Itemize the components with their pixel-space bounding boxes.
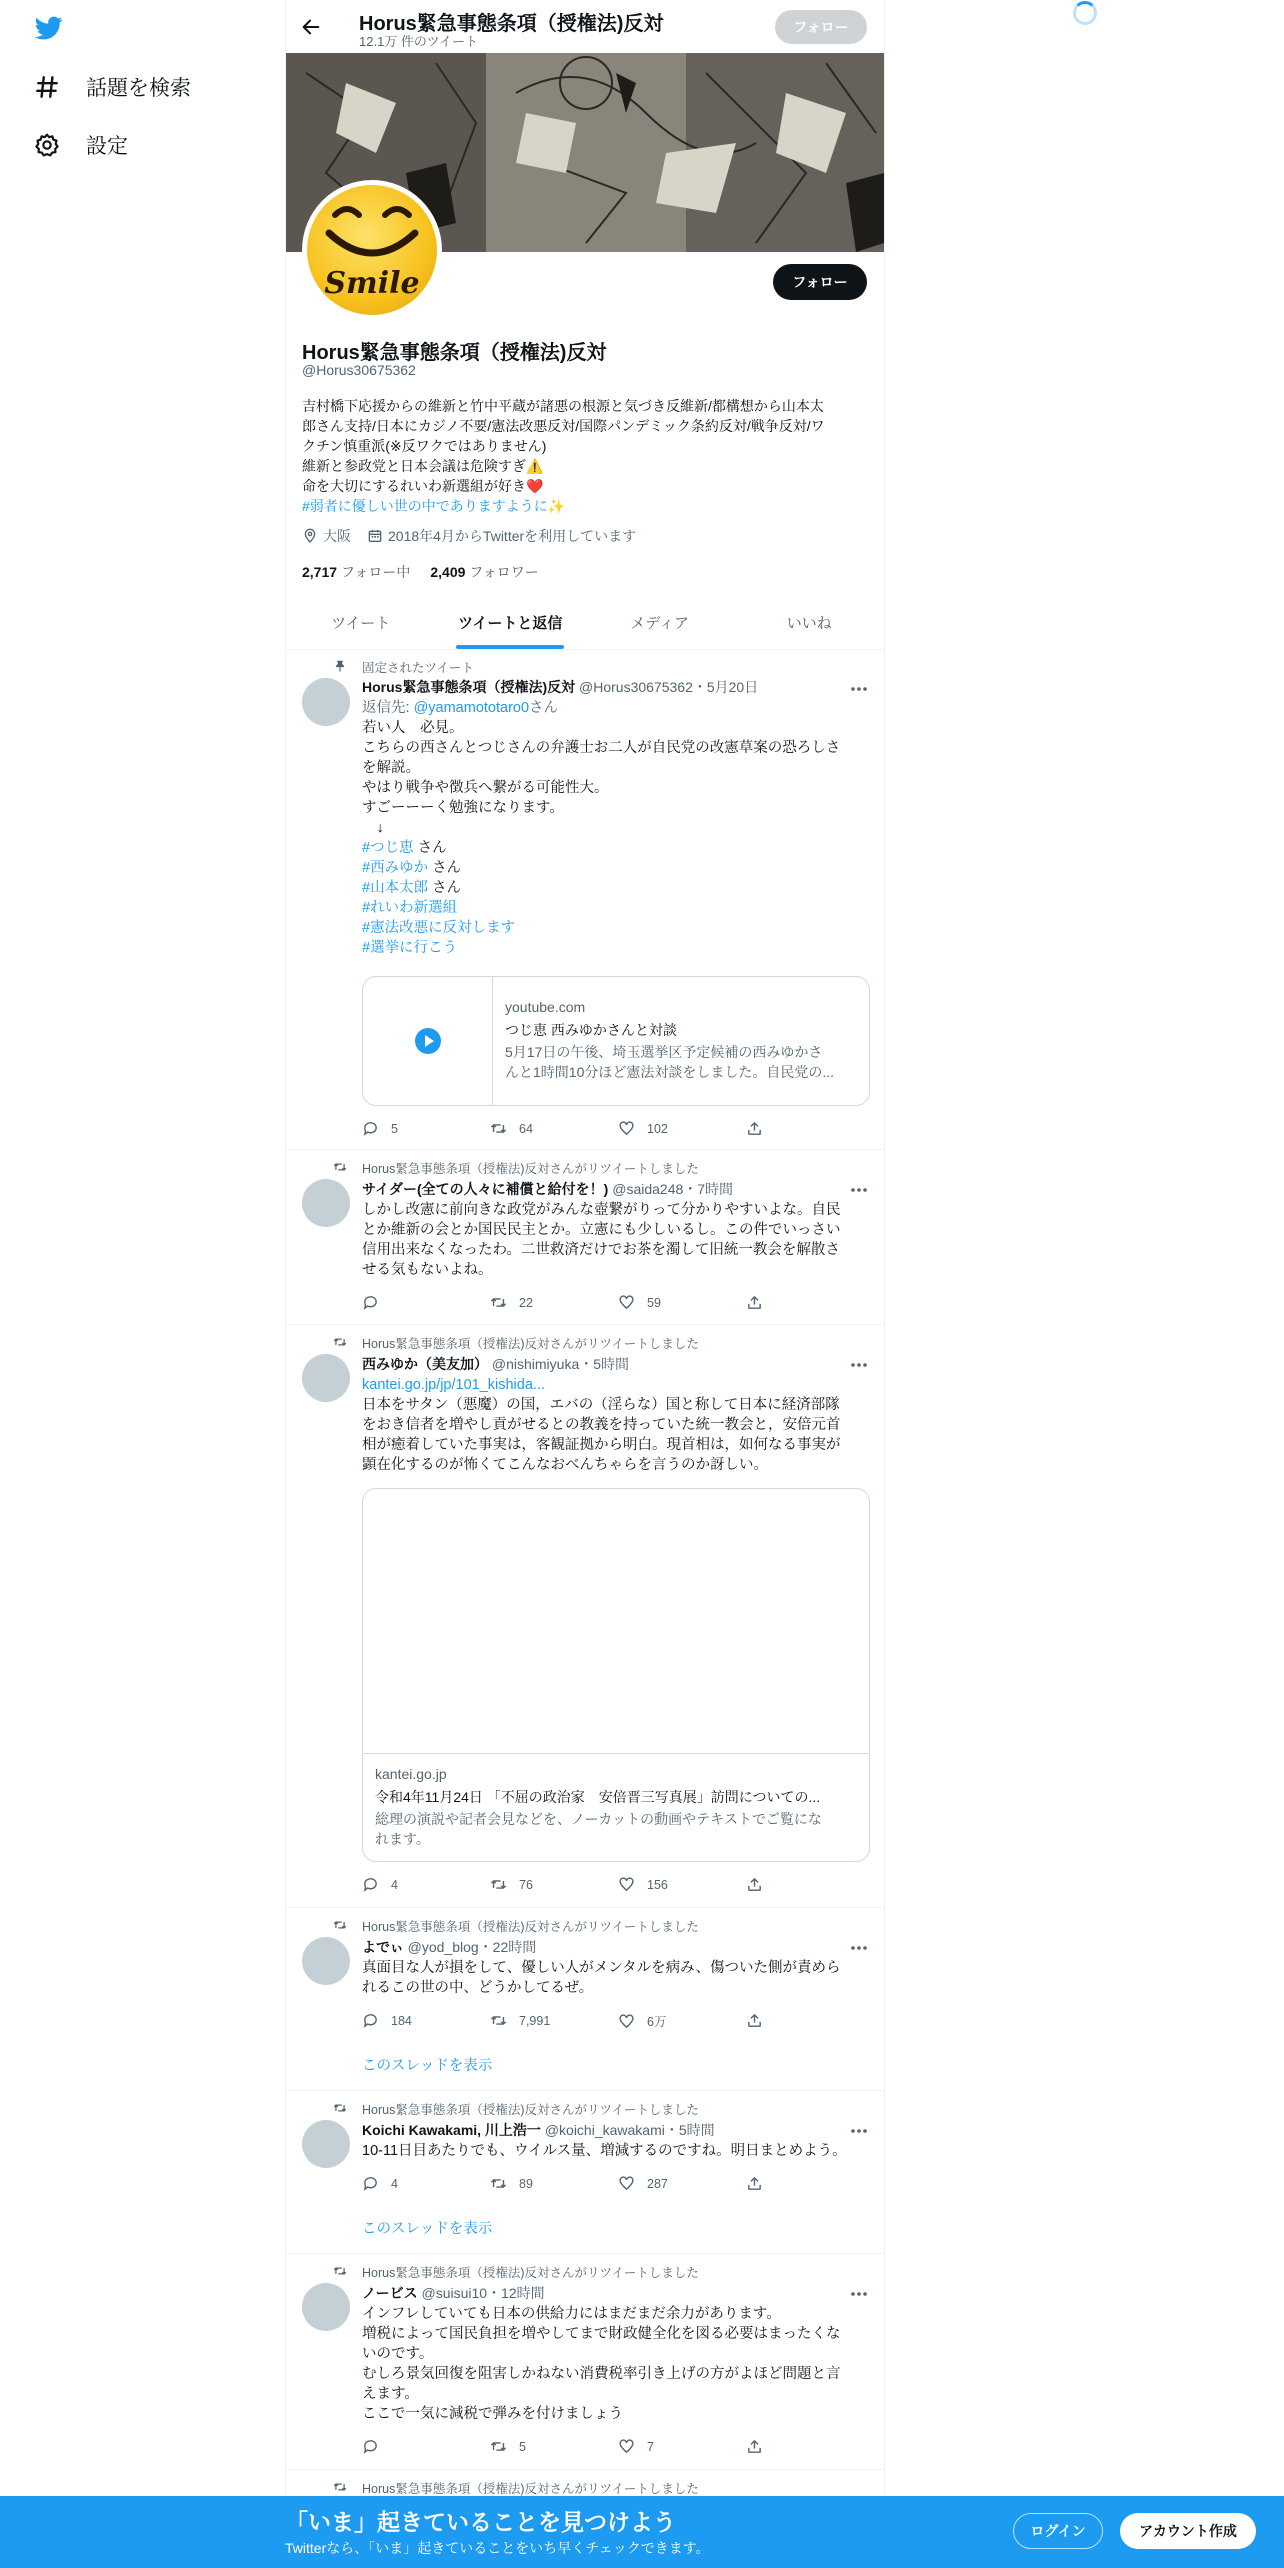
share-button[interactable] (746, 2012, 763, 2029)
show-thread-link[interactable]: このスレッドを表示 (362, 2221, 493, 2237)
tab-likes[interactable] (735, 600, 885, 649)
tweet-context: Horus緊急事態条項（授権法)反対さんがリツイートしました (362, 2103, 699, 2117)
tab-tweets-and-replies[interactable] (436, 600, 586, 649)
like-count: 102 (647, 1121, 668, 1136)
tweet-actions (362, 2175, 802, 2193)
profile-name: Horus緊急事態条項（授権法)反対 (302, 342, 607, 364)
retweet-count: 89 (519, 2176, 533, 2191)
share-icon (746, 2438, 763, 2455)
tweet-retweeted[interactable] (286, 1325, 884, 1908)
heart-icon (618, 2438, 635, 2455)
tweet-actions (362, 2438, 802, 2456)
tweet-line: えます。 (362, 2386, 419, 2402)
retweet-button[interactable] (490, 1120, 533, 1137)
reply-icon (362, 2175, 379, 2192)
bio-line: 吉村橋下応援からの維新と竹中平蔵が諸悪の根源と気づき反維新/都構想から山本太 (302, 398, 824, 414)
hashtag-link[interactable]: #選挙に行こう (362, 940, 458, 956)
link-card-kantei[interactable] (362, 1488, 870, 1862)
author-name[interactable]: Koichi Kawakami, 川上浩一 (362, 2122, 541, 2138)
smiley-face-icon (307, 185, 437, 315)
more-options-icon[interactable] (850, 2291, 868, 2297)
profile-location (302, 526, 351, 546)
reply-icon (362, 1294, 379, 1311)
retweet-count: 22 (519, 1295, 533, 1310)
share-icon (746, 1120, 763, 1137)
card-title: つじ恵 西みゆかさんと対談 (505, 1022, 677, 1038)
card-domain: kantei.go.jp (375, 1766, 447, 1782)
reply-icon (362, 2012, 379, 2029)
reply-to-handle[interactable]: @yamamototaro0 (413, 700, 530, 716)
reply-count: 184 (391, 2013, 412, 2028)
followers-link[interactable] (430, 562, 538, 582)
tweet-line: やはり戦争や徴兵へ繋がる可能性大。 (362, 780, 609, 796)
bio-hashtag-link[interactable]: #弱者に優しい世の中でありますように✨ (302, 498, 566, 514)
tweet-line: 10-11日目あたりでも、ウイルス量、増減するのですね。明日まとめよう。 (362, 2143, 847, 2159)
nav-settings-label: 設定 (86, 135, 128, 158)
followers-label: フォロワー (469, 564, 539, 580)
profile-avatar[interactable] (302, 180, 442, 320)
reply-count: 4 (391, 1877, 398, 1892)
more-options-icon[interactable] (850, 1362, 868, 1368)
tweet-actions (362, 1120, 802, 1138)
hashtag-link[interactable]: #山本太郎 (362, 880, 429, 896)
header-tweet-count: 12.1万 件のツイート (359, 34, 479, 49)
retweet-context-icon (333, 2101, 347, 2115)
hashtag-suffix: さん (428, 880, 462, 896)
loading-spinner (1073, 1, 1097, 25)
profile-bio (302, 396, 872, 516)
signup-button[interactable]: アカウント作成 (1120, 2513, 1256, 2549)
tweet-line: 信用出来なくなったわ。二世救済だけでお茶を濁して旧統一教会を解散さ (362, 1242, 840, 1258)
active-tab-indicator (456, 645, 564, 649)
retweet-button[interactable] (490, 2175, 533, 2192)
bio-line: クチン慎重派(※反ワクではありません) (302, 438, 547, 454)
following-count: 2,717 (302, 564, 338, 580)
like-count: 6万 (647, 2015, 667, 2029)
back-arrow-icon[interactable] (300, 16, 322, 38)
like-button[interactable] (618, 2012, 666, 2030)
retweet-context-icon (333, 2264, 347, 2278)
hashtag-suffix: さん (413, 840, 447, 856)
following-link[interactable] (302, 562, 410, 582)
retweet-icon (490, 1120, 507, 1137)
tweet-actions (362, 2012, 802, 2030)
hashtag-line (362, 838, 872, 858)
hashtag-link[interactable]: #れいわ新選組 (362, 900, 458, 916)
tweet-line: とか維新の会とか国民民主とか。立憲にも少しいるし。この件でいっさい (362, 1222, 841, 1238)
retweet-icon (490, 2175, 507, 2192)
author-name[interactable]: よでぃ (362, 1939, 404, 1955)
reply-to-prefix: 返信先: (362, 700, 414, 716)
tweet-text (362, 2141, 872, 2161)
retweet-context-icon (333, 1918, 347, 1932)
heart-icon (618, 2013, 635, 2030)
hashtag-link[interactable]: #つじ恵 (362, 840, 414, 856)
hashtag-line (362, 938, 872, 958)
tweet-context: Horus緊急事態条項（授権法)反対さんがリツイートしました (362, 2482, 699, 2496)
followers-count: 2,409 (430, 564, 466, 580)
tweet-header (362, 2283, 545, 2303)
reply-icon (362, 1876, 379, 1893)
smile-avatar-image (307, 185, 437, 315)
tweet-line: むしろ景気回復を阻害しかねない消費税率引き上げの方がよほど問題と言 (362, 2366, 841, 2382)
share-button[interactable] (746, 2175, 763, 2192)
share-button[interactable] (746, 2438, 763, 2455)
tweet-header (362, 1937, 536, 1957)
heart-icon (618, 2175, 635, 2192)
retweet-count: 5 (519, 2439, 526, 2454)
gear-icon (34, 132, 60, 158)
share-button[interactable] (746, 1876, 763, 1893)
avatar[interactable] (302, 1179, 350, 1227)
nav-explore[interactable] (34, 72, 191, 102)
retweet-icon (490, 2438, 507, 2455)
tweet-header (362, 1354, 629, 1374)
author-meta[interactable]: @suisui10・12時間 (421, 2285, 545, 2301)
tab-tweets[interactable] (286, 600, 436, 649)
tweet-actions (362, 1876, 802, 1894)
tweet-line: れるこの世の中、どうかしてるぜ。 (362, 1980, 594, 1996)
play-icon (414, 1027, 442, 1055)
card-description: れます。 (375, 1831, 430, 1847)
location-text: 大阪 (323, 528, 351, 544)
bio-line: 郎さん支持/日本にカジノ不要/憲法改悪反対/国際パンデミック条約反対/戦争反対/ワ (302, 418, 825, 434)
share-icon (746, 2175, 763, 2192)
tweet-line: 真面目な人が損をして、優しい人がメンタルを病み、傷ついた側が責めら (362, 1960, 841, 1976)
tweet-line: すごーーーく勉強になります。 (362, 800, 564, 816)
nav-settings[interactable] (34, 130, 128, 160)
link-card-youtube[interactable] (362, 976, 870, 1106)
share-button[interactable] (746, 1120, 763, 1137)
nav-explore-label: 話題を検索 (86, 77, 191, 100)
twitter-logo-icon[interactable] (34, 14, 64, 42)
tweet-header (362, 677, 758, 697)
reply-button[interactable] (362, 2012, 412, 2029)
following-label: フォロー中 (341, 564, 411, 580)
hashtag-line (362, 878, 872, 898)
retweet-count: 64 (519, 1121, 533, 1136)
tab-label: ツイート (331, 615, 391, 632)
retweet-button[interactable] (490, 1876, 533, 1893)
tweet-line: 若い人 必見。 (362, 720, 464, 736)
reply-icon (362, 2438, 379, 2455)
hashtag-line (362, 918, 872, 938)
tweet-retweeted[interactable] (286, 2254, 884, 2470)
author-meta[interactable]: @koichi_kawakami・5時間 (544, 2122, 715, 2138)
hashtag-link[interactable]: #西みゆか (362, 860, 429, 876)
like-count: 287 (647, 2176, 668, 2191)
card-description: 総理の演説や記者会見などを、ノーカットの動画やテキストでご覧にな (375, 1811, 822, 1827)
tweet-header (362, 2120, 715, 2140)
header-title: Horus緊急事態条項（授権法)反対 (359, 13, 664, 35)
login-prompt-title: 「いま」起きていることを見つけよう (285, 2509, 676, 2535)
bio-line: 維新と参政党と日本会議は危険すぎ⚠️ (302, 458, 544, 474)
retweet-context-icon (333, 1335, 347, 1349)
author-meta[interactable]: @Horus30675362・5月20日 (579, 679, 759, 695)
reply-button[interactable] (362, 1120, 398, 1137)
reply-button[interactable] (362, 1876, 398, 1893)
hashtag-link[interactable]: #憲法改悪に反対します (362, 920, 516, 936)
tweet-line: ここで一気に減税で弾みを付けましょう (362, 2406, 623, 2422)
profile-header-bar (286, 0, 884, 53)
follow-button[interactable]: フォロー (773, 264, 867, 300)
share-icon (746, 1294, 763, 1311)
follow-stats (302, 562, 539, 582)
reply-to (362, 698, 872, 718)
login-button[interactable]: ログイン (1013, 2513, 1103, 2549)
author-meta[interactable]: @nishimiyuka・5時間 (491, 1356, 630, 1372)
retweet-context-icon (333, 2480, 347, 2494)
tweet-context: Horus緊急事態条項（授権法)反対さんがリツイートしました (362, 1162, 699, 1176)
tweet-context: 固定されたツイート (362, 661, 474, 675)
retweet-count: 7,991 (519, 2013, 551, 2028)
hashtag-line (362, 898, 872, 918)
reply-to-suffix: さん (529, 700, 559, 716)
retweet-button[interactable] (490, 1294, 533, 1311)
avatar-logo-text: Smile (324, 266, 420, 301)
login-prompt-bar (0, 2496, 1284, 2568)
tweet-retweeted[interactable] (286, 2091, 884, 2254)
tweet-line: しかし改憲に前向きな政党がみんな壺繋がりって分かりやすいよな。自民 (362, 1202, 841, 1218)
location-pin-icon (302, 528, 318, 544)
reply-button[interactable] (362, 1294, 391, 1311)
tab-label: ツイートと返信 (458, 615, 563, 632)
like-count: 7 (647, 2439, 654, 2454)
share-icon (746, 2012, 763, 2029)
tweet-line: 顕在化するのが怖くてこんなおべんちゃらを言うのか訝しい。 (362, 1457, 768, 1473)
heart-icon (618, 1294, 635, 1311)
tweet-line: 日本をサタン（悪魔）の国，エバの（淫らな）国と称して日本に経済部隊 (362, 1397, 840, 1413)
tweet-line: こちらの西さんとつじさんの弁護士お二人が自民党の改憲草案の恐ろしさ (362, 740, 841, 756)
profile-meta (302, 526, 636, 546)
like-button[interactable] (618, 1120, 668, 1137)
tweet-pinned[interactable] (286, 650, 884, 1150)
tweet-line: せる気もないよね。 (362, 1262, 493, 1278)
reply-button[interactable] (362, 2175, 398, 2192)
tab-label: メディア (630, 615, 690, 632)
card-description: 5月17日の午後、埼玉選挙区予定候補の西みゆかさ (505, 1044, 823, 1060)
login-prompt-subtitle: Twitterなら、「いま」起きていることをいち早くチェックできます。 (285, 2540, 710, 2556)
tweet-text (362, 2304, 872, 2424)
like-button[interactable] (618, 2175, 668, 2192)
profile-tabs (286, 600, 884, 650)
main-column (285, 0, 885, 2568)
tweet-line: 相が癒着していた事実は，客観証拠から明白。現首相は，如何なる事実が (362, 1437, 841, 1453)
author-name[interactable]: サイダー(全ての人々に補償と給付を！) (362, 1181, 609, 1197)
tweet-context: Horus緊急事態条項（授権法)反対さんがリツイートしました (362, 1337, 699, 1351)
retweet-count: 76 (519, 1877, 533, 1892)
tweet-context: Horus緊急事態条項（授権法)反対さんがリツイートしました (362, 1920, 699, 1934)
tweet-retweeted[interactable] (286, 1150, 884, 1325)
reply-button[interactable] (362, 2438, 391, 2455)
like-button[interactable] (618, 2438, 654, 2455)
author-name[interactable]: Horus緊急事態条項（授権法)反対 (362, 679, 576, 695)
tweet-line: 増税によって国民負担を増やしてまで財政健全化を図る必要はまったくな (362, 2326, 841, 2342)
share-button[interactable] (746, 1294, 763, 1311)
avatar[interactable] (302, 2283, 350, 2331)
avatar[interactable] (302, 678, 350, 726)
card-title: 令和4年11月24日 「不屈の政治家 安倍晋三写真展」訪問についての... (375, 1789, 821, 1805)
like-button[interactable] (618, 1294, 661, 1311)
tweet-actions (362, 1294, 802, 1312)
retweet-icon (490, 1294, 507, 1311)
tweet-line: を解説。 (362, 760, 420, 776)
author-name[interactable]: 西みゆか（美友加） (362, 1356, 488, 1372)
card-description: んと1時間10分ほど憲法対談をしました。自民党の... (505, 1064, 835, 1080)
tweet-text (362, 1375, 872, 1475)
tweet-retweeted[interactable] (286, 1908, 884, 2091)
tweet-link[interactable]: kantei.go.jp/jp/101_kishida... (362, 1377, 545, 1393)
avatar[interactable] (302, 1354, 350, 1402)
calendar-icon (367, 528, 383, 544)
like-count: 59 (647, 1295, 661, 1310)
tweet-line: いのです。 (362, 2346, 434, 2362)
card-domain: youtube.com (505, 999, 586, 1015)
reply-icon (362, 1120, 379, 1137)
show-thread-link[interactable]: このスレッドを表示 (362, 2058, 493, 2074)
avatar[interactable] (302, 1937, 350, 1985)
retweet-context-icon (333, 1160, 347, 1174)
tab-media[interactable] (585, 600, 735, 649)
card-image (363, 1489, 869, 1754)
tweet-text (362, 1200, 872, 1280)
tweet-header (362, 1179, 733, 1199)
card-thumbnail (363, 977, 493, 1105)
retweet-icon (490, 1876, 507, 1893)
share-icon (746, 1876, 763, 1893)
tweet-line: インフレしていても日本の供給力にはまだまだ余力があります。 (362, 2306, 781, 2322)
reply-count: 4 (391, 2176, 398, 2191)
heart-icon (618, 1120, 635, 1137)
profile-joined (367, 526, 636, 546)
retweet-icon (490, 2012, 507, 2029)
hashtag-icon (34, 74, 60, 100)
avatar[interactable] (302, 2120, 350, 2168)
more-options-icon[interactable] (850, 2128, 868, 2134)
author-meta[interactable]: @saida248・7時間 (612, 1181, 734, 1197)
tab-label: いいね (786, 615, 832, 632)
pin-icon (333, 659, 347, 673)
joined-text: 2018年4月からTwitterを利用しています (388, 528, 637, 544)
like-button[interactable] (618, 1876, 668, 1893)
more-options-icon[interactable] (850, 1945, 868, 1951)
retweet-button[interactable] (490, 2012, 550, 2029)
tweet-text (362, 1958, 872, 1998)
author-meta[interactable]: @yod_blog・22時間 (407, 1939, 537, 1955)
bio-line: 命を大切にするれいわ新選組が好き❤️ (302, 478, 544, 494)
tweet-line: ↓ (362, 820, 384, 836)
hashtag-suffix: さん (428, 860, 462, 876)
tweet-line: をおき信者を増やし貢がせるとの教義を持っていた統一教会と，安倍元首 (362, 1417, 841, 1433)
author-name[interactable]: ノービス (362, 2285, 418, 2301)
profile-handle: @Horus30675362 (302, 362, 416, 378)
hashtag-line (362, 858, 872, 878)
tweet-context: Horus緊急事態条項（授権法)反対さんがリツイートしました (362, 2266, 699, 2280)
retweet-button[interactable] (490, 2438, 526, 2455)
more-options-icon[interactable] (850, 1187, 868, 1193)
more-options-icon[interactable] (850, 686, 868, 692)
like-count: 156 (647, 1877, 668, 1892)
heart-icon (618, 1876, 635, 1893)
reply-count: 5 (391, 1121, 398, 1136)
header-follow-button[interactable]: フォロー (775, 10, 867, 44)
tweet-text (362, 698, 872, 958)
